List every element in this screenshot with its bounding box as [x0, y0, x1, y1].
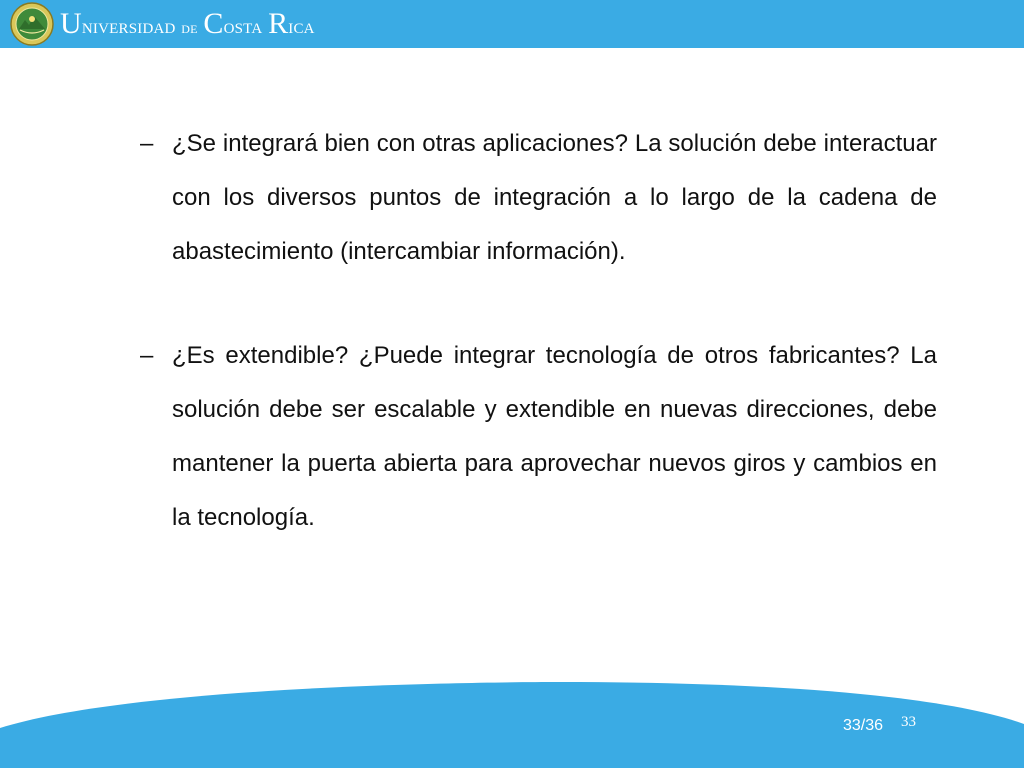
- bullet-marker: –: [140, 130, 154, 157]
- university-name: [60, 7, 315, 41]
- bullet-item: [140, 329, 937, 545]
- bullet-item: [140, 117, 937, 279]
- name-part-osta: osta: [223, 13, 263, 38]
- slide-number: 33: [901, 714, 916, 730]
- bullet-marker: –: [140, 342, 154, 369]
- header-bar: [0, 0, 1024, 48]
- name-initial-u: U: [60, 7, 82, 40]
- name-part-ica: ica: [288, 13, 315, 38]
- name-part-de: de: [181, 18, 198, 37]
- bullet-text: ¿Es extendible? ¿Puede integrar tecnología de otros fabricantes? La solución debe ser escalable y extendible en nuevas direcciones, debe mantener la puerta abierta para aprovechar nuevos giros y cambios en la tecnología.: [172, 342, 937, 531]
- bullet-text: ¿Se integrará bien con otras aplicaciones? La solución debe interactuar con los diversos puntos de integración a lo largo de la cadena de abastecimiento (intercambiar información).: [172, 130, 937, 265]
- name-initial-r: R: [268, 7, 289, 40]
- name-initial-c: C: [203, 7, 224, 40]
- slide-content: [140, 117, 937, 545]
- university-seal-icon: [10, 2, 54, 46]
- name-part-niversidad: niversidad: [81, 13, 176, 38]
- page-counter: 33/36: [843, 717, 884, 734]
